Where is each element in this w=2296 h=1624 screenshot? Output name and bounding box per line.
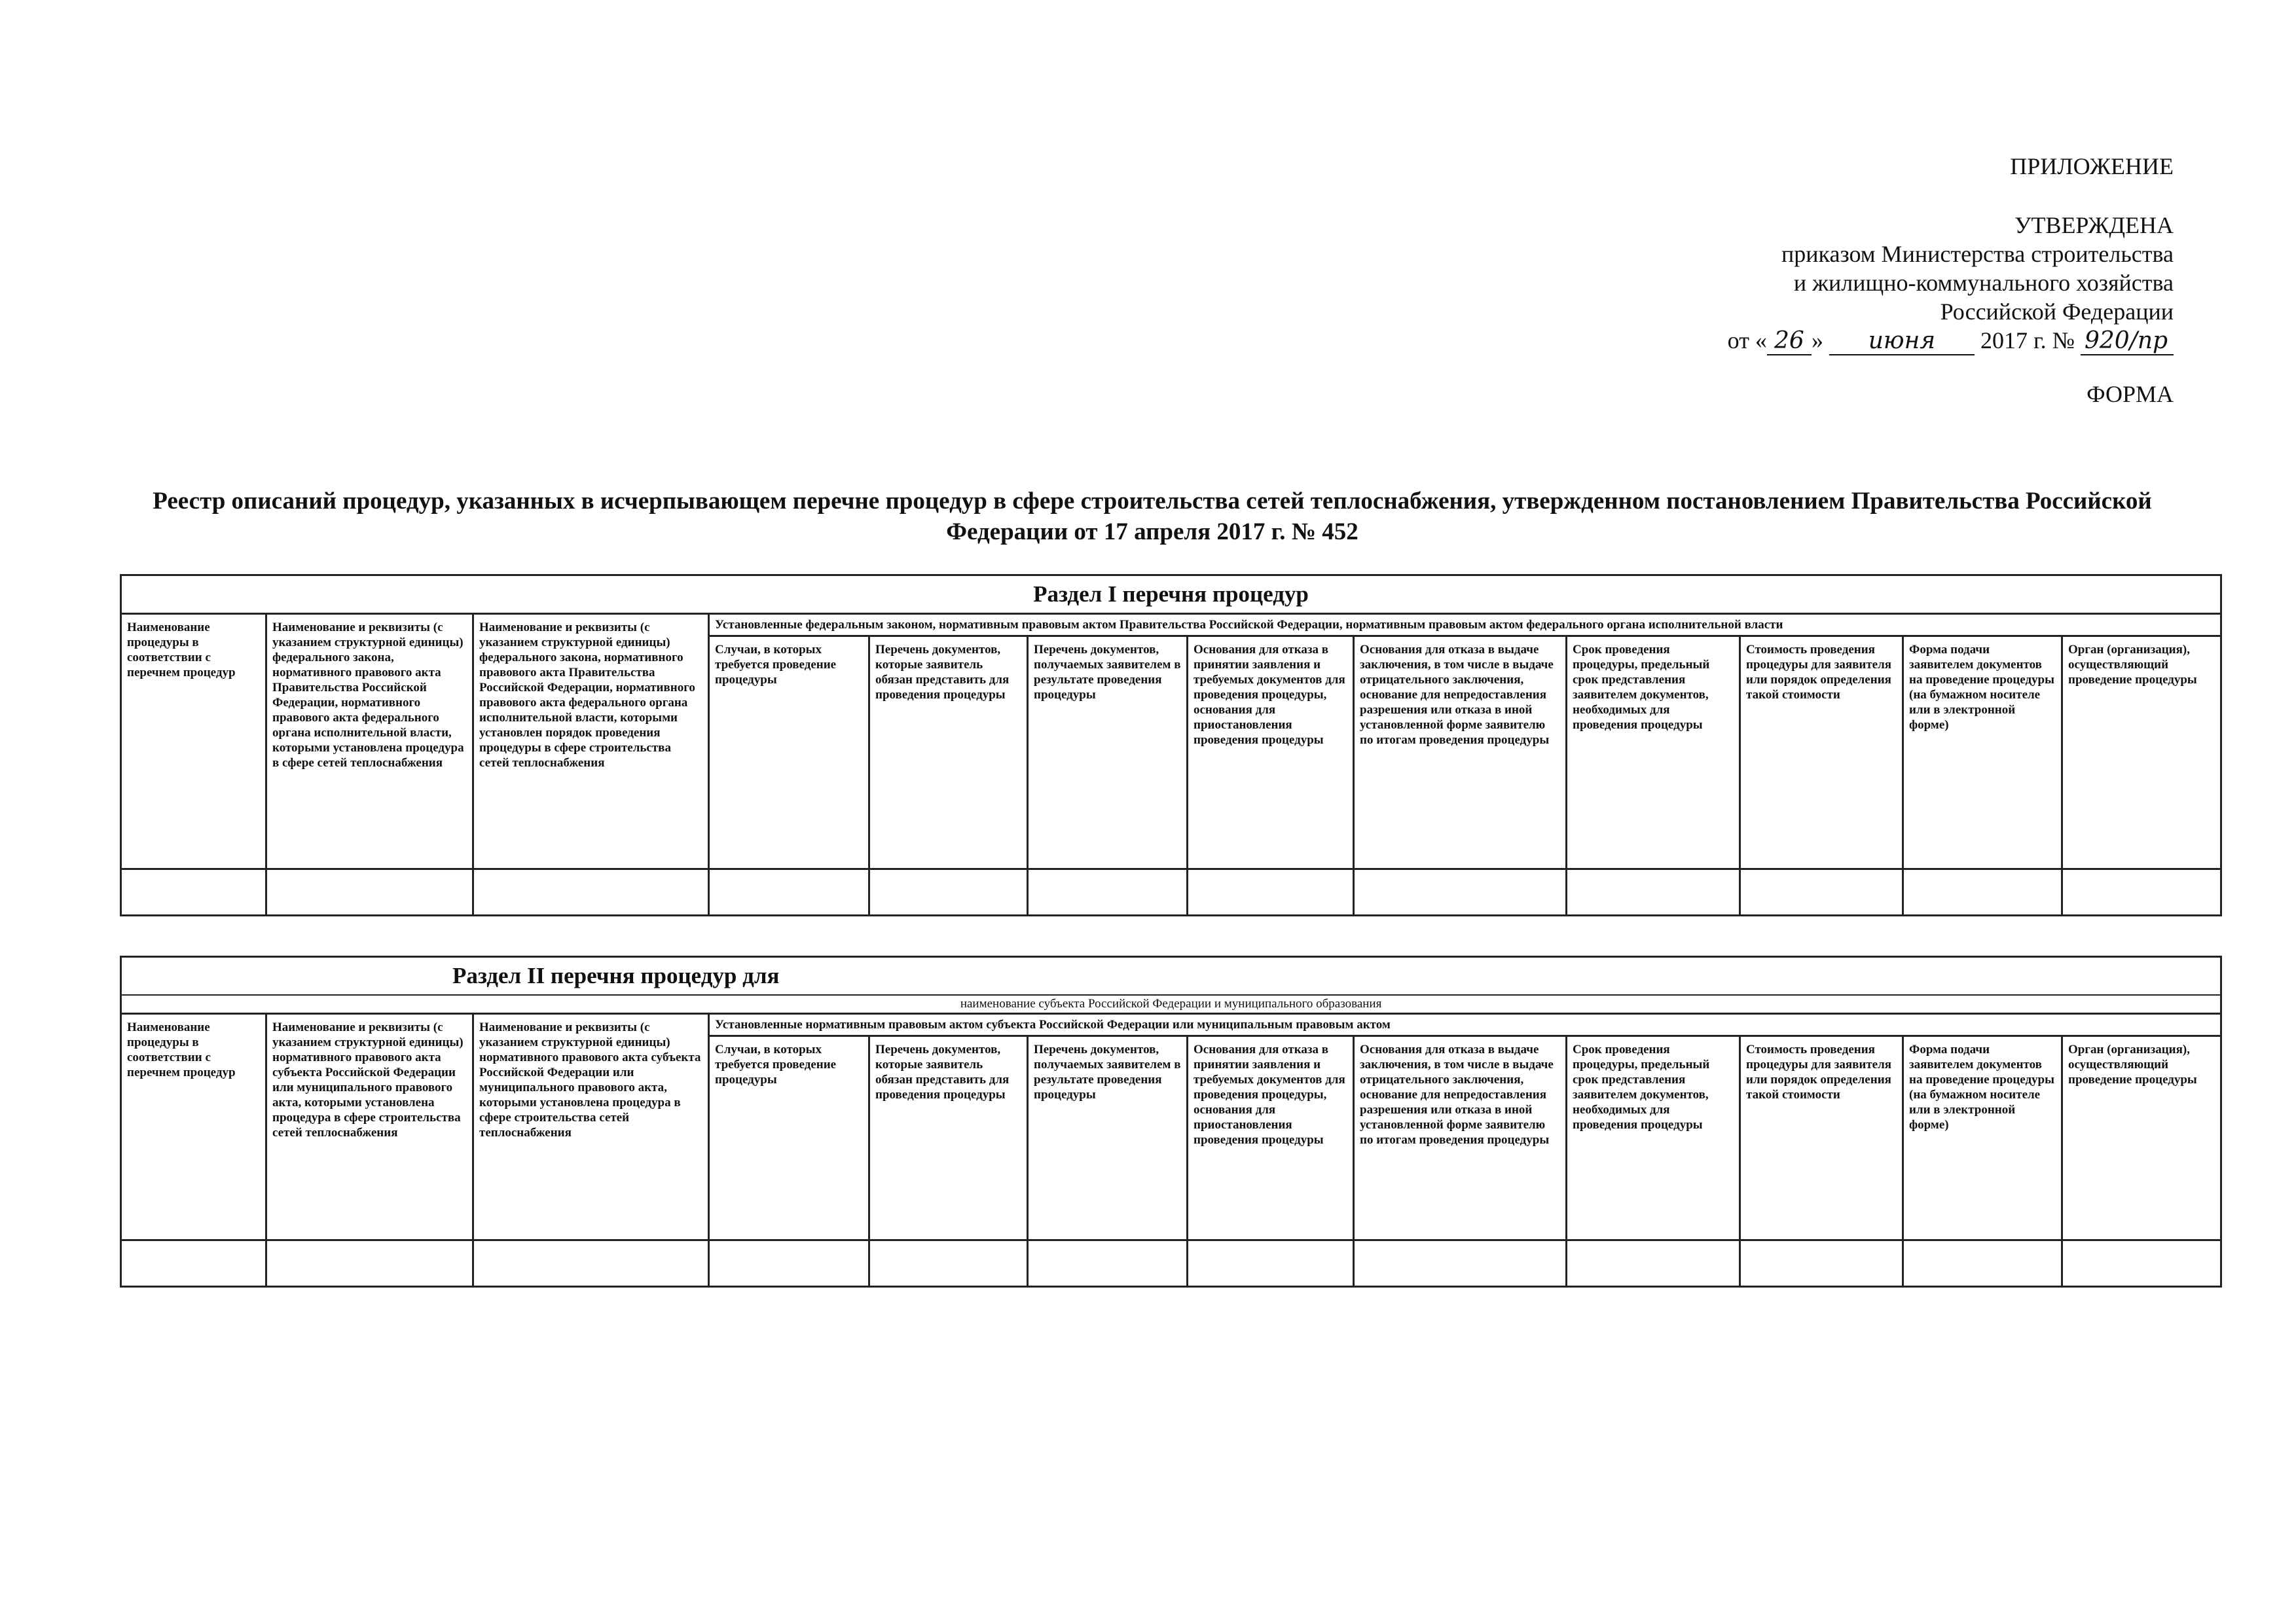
document-title: Реестр описаний процедур, указанных в исчерпывающем перечне процедур в сфере строительства сетей теплоснабжения, утвержденном постановлением Правительства Российской Федерации от 17 апреля 2017 г. № 452 (153, 488, 2152, 545)
table-cell (709, 869, 869, 916)
table-cell (473, 1240, 709, 1287)
order-number-handwritten: 920/пр (2081, 328, 2174, 355)
section-1-title: Раздел I перечня процедур (121, 575, 2221, 614)
table-cell (1567, 1240, 1740, 1287)
s2-subcol-cases: Случаи, в которых требуется проведение процедуры (709, 1036, 869, 1240)
form-label: ФОРМА (2086, 381, 2174, 407)
order-line-3: Российской Федерации (1940, 298, 2174, 325)
s2-col-order-act: Наименование и реквизиты (с указанием структурной единицы) нормативного правового акта субъекта Российской Федерации или муниципального правового акта, которыми установлена процедура в сфере строительства сетей теплоснабжения (473, 1014, 709, 1240)
s1-subcol-cost: Стоимость проведения процедуры для заявителя или порядок определения такой стоимости (1740, 636, 1903, 869)
s2-subcol-form: Форма подачи заявителем документов на проведение процедуры (на бумажном носителе или в электронной форме) (1903, 1036, 2062, 1240)
table-cell (121, 1240, 266, 1287)
approved-label: УТВЕРЖДЕНА (2014, 212, 2174, 238)
table-cell (1903, 869, 2062, 916)
order-line-1: приказом Министерства строительства (1781, 241, 2174, 267)
table-cell (1903, 1240, 2062, 1287)
table-cell (1354, 869, 1567, 916)
s2-col-establishing-act: Наименование и реквизиты (с указанием структурной единицы) нормативного правового акта субъекта Российской Федерации или муниципального правового акта, которыми установлена процедура в сфере строительства сетей теплоснабжения (266, 1014, 473, 1240)
s1-col-order-act: Наименование и реквизиты (с указанием структурной единицы) федерального закона, нормативного правового акта Правительства Российской Федерации, нормативного правового акта федерального органа исполнительной власти, которыми установлен порядок проведения процедуры в сфере строительства сетей теплоснабжения (473, 614, 709, 869)
section-1-table (120, 574, 2222, 916)
date-mid: » (1811, 327, 1823, 353)
table-cell (1567, 869, 1740, 916)
table-cell (121, 869, 266, 916)
table-cell (266, 869, 473, 916)
s1-subcol-refusal-accept: Основания для отказа в принятии заявления и требуемых документов для проведения процедуры, основания для приостановления проведения процедуры (1188, 636, 1354, 869)
table-cell (869, 1240, 1028, 1287)
table-cell (1354, 1240, 1567, 1287)
table-cell (473, 869, 709, 916)
s1-subcol-form: Форма подачи заявителем документов на проведение процедуры (на бумажном носителе или в электронной форме) (1903, 636, 2062, 869)
table-cell (2062, 869, 2221, 916)
s1-subcol-cases: Случаи, в которых требуется проведение процедуры (709, 636, 869, 869)
s1-col-procedure-name: Наименование процедуры в соответствии с перечнем процедур (121, 614, 266, 869)
s1-subcol-refusal-issue: Основания для отказа в выдаче заключения, в том числе в выдаче отрицательного заключения, основание для непредоставления разрешения или отказа в иной установленной форме заявителю по итогам проведения процедуры (1354, 636, 1567, 869)
section-2-table (120, 956, 2222, 1288)
table-cell (869, 869, 1028, 916)
table-cell (709, 1240, 869, 1287)
table-cell (1740, 1240, 1903, 1287)
section-2-title: Раздел II перечня процедур для (121, 957, 2221, 996)
table-cell (1028, 1240, 1188, 1287)
order-line-2: и жилищно-коммунального хозяйства (1793, 270, 2174, 296)
s1-subcol-received-docs: Перечень документов, получаемых заявителем в результате проведения процедуры (1028, 636, 1188, 869)
table-cell (1188, 869, 1354, 916)
s2-col-procedure-name: Наименование процедуры в соответствии с перечнем процедур (121, 1014, 266, 1240)
s1-subcol-submit-docs: Перечень документов, которые заявитель обязан представить для проведения процедуры (869, 636, 1028, 869)
table-cell (2062, 1240, 2221, 1287)
date-prefix: от « (1727, 327, 1767, 353)
s2-empty-row (121, 1240, 2221, 1287)
s2-subcol-cost: Стоимость проведения процедуры для заявителя или порядок определения такой стоимости (1740, 1036, 1903, 1240)
approval-block (1728, 211, 2174, 355)
table-cell (266, 1240, 473, 1287)
table-cell (1028, 869, 1188, 916)
table-cell (1740, 869, 1903, 916)
order-date-line (1728, 326, 2174, 355)
s1-subcol-authority: Орган (организация), осуществляющий проведение процедуры (2062, 636, 2221, 869)
table-cell (1188, 1240, 1354, 1287)
date-year: 2017 г. № (1980, 327, 2075, 353)
s2-subcol-term: Срок проведения процедуры, предельный срок представления заявителем документов, необходимых для проведения процедуры (1567, 1036, 1740, 1240)
section-2-subtitle: наименование субъекта Российской Федерации и муниципального образования (121, 995, 2221, 1014)
s1-col-establishing-act: Наименование и реквизиты (с указанием структурной единицы) федерального закона, нормативного правового акта Правительства Российской Федерации, нормативного правового акта федерального органа исполнительной власти, которыми установлена процедура в сфере сетей теплоснабжения (266, 614, 473, 869)
s1-subcol-term: Срок проведения процедуры, предельный срок представления заявителем документов, необходимых для проведения процедуры (1567, 636, 1740, 869)
s1-empty-row (121, 869, 2221, 916)
s2-subcol-submit-docs: Перечень документов, которые заявитель обязан представить для проведения процедуры (869, 1036, 1028, 1240)
s1-group-header: Установленные федеральным законом, нормативным правовым актом Правительства Российской Федерации, нормативным правовым актом федерального органа исполнительной власти (709, 614, 2221, 636)
s2-subcol-refusal-issue: Основания для отказа в выдаче заключения, в том числе в выдаче отрицательного заключения, основание для непредоставления разрешения или отказа в иной установленной форме заявителю по итогам проведения процедуры (1354, 1036, 1567, 1240)
s2-subcol-received-docs: Перечень документов, получаемых заявителем в результате проведения процедуры (1028, 1036, 1188, 1240)
s2-group-header: Установленные нормативным правовым актом субъекта Российской Федерации или муниципальным правовым актом (709, 1014, 2221, 1036)
appendix-label: ПРИЛОЖЕНИЕ (2010, 153, 2174, 179)
s2-subcol-authority: Орган (организация), осуществляющий проведение процедуры (2062, 1036, 2221, 1240)
date-day-handwritten: 26 (1767, 328, 1812, 355)
date-month-handwritten: июня (1829, 328, 1975, 355)
s2-subcol-refusal-accept: Основания для отказа в принятии заявления и требуемых документов для проведения процедуры, основания для приостановления проведения процедуры (1188, 1036, 1354, 1240)
